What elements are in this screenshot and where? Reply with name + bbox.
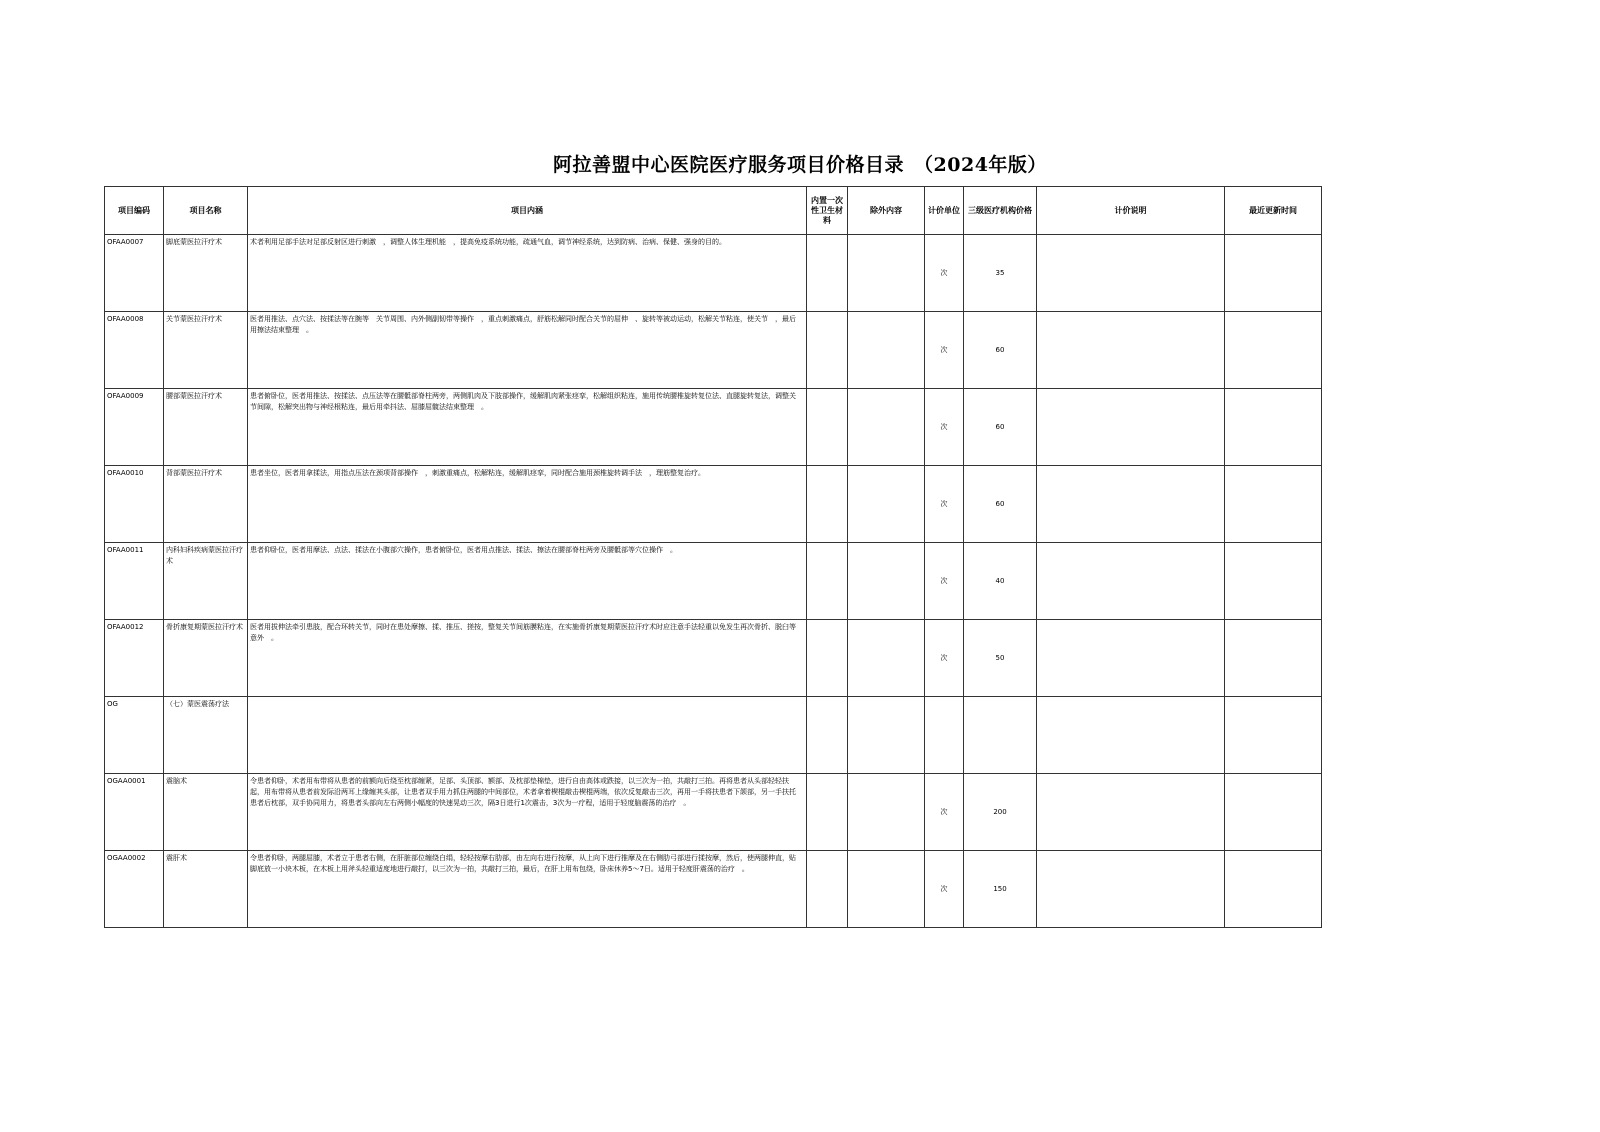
item-material xyxy=(807,851,848,928)
header-note: 计价说明 xyxy=(1037,187,1225,235)
item-code: OFAA0009 xyxy=(105,389,164,466)
table-row xyxy=(105,235,1322,312)
item-updated xyxy=(1225,774,1322,851)
item-price: 150 xyxy=(964,851,1037,928)
item-note xyxy=(1037,312,1225,389)
item-name: 腰部蒙医拉汗疗术 xyxy=(164,389,248,466)
item-material xyxy=(807,774,848,851)
item-note xyxy=(1037,697,1225,774)
item-note xyxy=(1037,620,1225,697)
item-name: 关节蒙医拉汗疗术 xyxy=(164,312,248,389)
item-material xyxy=(807,620,848,697)
item-code: OG xyxy=(105,697,164,774)
item-note xyxy=(1037,774,1225,851)
item-material xyxy=(807,312,848,389)
item-price: 60 xyxy=(964,389,1037,466)
table-row xyxy=(105,620,1322,697)
item-content: 令患者仰卧，两腿屈膝，术者立于患者右侧，在肝脏部位缠绕白绢，轻轻按摩右肋部，由左向右进行按摩，从上向下进行推摩及在右侧肋弓部进行揉按摩，然后，使两腿伸直，贴脚底放一小块木板，在木板上用斧头轻重适度地进行敲打，以三次为一拍，共敲打三拍，最后，在肝上用布包绕，卧床休养5～7日。适用于轻度肝震荡的治疗 。 xyxy=(248,851,807,928)
header-content: 项目内涵 xyxy=(248,187,807,235)
item-price: 40 xyxy=(964,543,1037,620)
item-content: 患者仰卧位，医者用摩法、点法、揉法在小腹部穴操作，患者俯卧位，医者用点推法、揉法、擦法在腰部脊柱两旁及腰骶部等穴位操作 。 xyxy=(248,543,807,620)
item-content: 术者利用足部手法对足部反射区进行刺激 ，调整人体生理机能 ，提高免疫系统功能，疏通气血，调节神经系统，达到防病、治病、保健、强身的目的。 xyxy=(248,235,807,312)
item-code: OFAA0010 xyxy=(105,466,164,543)
item-excluded xyxy=(848,389,925,466)
item-note xyxy=(1037,235,1225,312)
item-price xyxy=(964,697,1037,774)
item-name: 脚底蒙医拉汗疗术 xyxy=(164,235,248,312)
item-excluded xyxy=(848,466,925,543)
item-code: OFAA0007 xyxy=(105,235,164,312)
header-price: 三级医疗机构价格 xyxy=(964,187,1037,235)
item-name: 骨折康复期蒙医拉汗疗术 xyxy=(164,620,248,697)
item-name: 背部蒙医拉汗疗术 xyxy=(164,466,248,543)
item-updated xyxy=(1225,312,1322,389)
item-note xyxy=(1037,466,1225,543)
item-material xyxy=(807,543,848,620)
item-code: OFAA0008 xyxy=(105,312,164,389)
table-row xyxy=(105,312,1322,389)
item-price: 50 xyxy=(964,620,1037,697)
price-catalog-table xyxy=(104,186,1322,928)
item-unit: 次 xyxy=(925,235,964,312)
header-code: 项目编码 xyxy=(105,187,164,235)
page-title: 阿拉善盟中心医院医疗服务项目价格目录 （2024年版） xyxy=(553,154,1047,176)
item-excluded xyxy=(848,543,925,620)
item-content: 令患者仰卧，术者用布带将从患者的前额向后绕至枕部缠紧，足部、头顶部、额部、及枕部垫棉垫，进行自由高体或跌接，以三次为一拍，共敲打三拍。再将患者从头部轻轻扶起，用布带将从患者前发际沿两耳上缘缠其头部，让患者双手用力抓住两腿的中间部位，术者拿着楔棍敲击楔棍两端，依次反复敲击三次，再用一手将扶患者下颌部，另一手扶托患者后枕部，双手协同用力，将患者头部向左右两侧小幅度的快速晃动三次，隔3日进行1次震击，3次为一疗程，适用于轻度脑震荡的治疗 。 xyxy=(248,774,807,851)
item-updated xyxy=(1225,697,1322,774)
item-unit: 次 xyxy=(925,543,964,620)
item-content: 医者用推法、点穴法、按揉法等在腕等 关节周围、内外侧副韧带等操作 ，重点刺激痛点，舒筋松解同时配合关节的屈伸 、旋转等被动运动，松解关节粘连，使关节 ，最后用擦法结束整理 。 xyxy=(248,312,807,389)
item-name: 内科妇科疾病蒙医拉汗疗术 xyxy=(164,543,248,620)
table-row xyxy=(105,389,1322,466)
table-row xyxy=(105,466,1322,543)
item-price: 60 xyxy=(964,466,1037,543)
item-name: 震脑术 xyxy=(164,774,248,851)
item-code: OGAA0002 xyxy=(105,851,164,928)
table-header-row xyxy=(105,187,1322,235)
item-updated xyxy=(1225,543,1322,620)
item-excluded xyxy=(848,235,925,312)
item-content: 医者用拔伸法牵引患肢，配合环转关节，同时在患处摩擦、揉、推压、搓按，整复关节间筋膜粘连，在实施骨折康复期蒙医拉汗疗术时应注意手法轻重以免发生再次骨折、脱臼等意外 。 xyxy=(248,620,807,697)
item-material xyxy=(807,466,848,543)
item-material xyxy=(807,697,848,774)
item-content xyxy=(248,697,807,774)
header-name: 项目名称 xyxy=(164,187,248,235)
item-updated xyxy=(1225,466,1322,543)
item-excluded xyxy=(848,697,925,774)
item-price: 200 xyxy=(964,774,1037,851)
item-code: OFAA0012 xyxy=(105,620,164,697)
item-price: 60 xyxy=(964,312,1037,389)
table-row xyxy=(105,543,1322,620)
item-unit: 次 xyxy=(925,620,964,697)
item-unit: 次 xyxy=(925,312,964,389)
item-code: OGAA0001 xyxy=(105,774,164,851)
item-price: 35 xyxy=(964,235,1037,312)
item-updated xyxy=(1225,389,1322,466)
item-code: OFAA0011 xyxy=(105,543,164,620)
table-row xyxy=(105,697,1322,774)
item-content: 患者俯卧位，医者用推法、按揉法、点压法等在腰骶部脊柱两旁，两侧肌肉及下肢部操作，缓解肌肉紧张痉挛，松解组织粘连，施用传统腰椎旋转复位法、直腿旋转复法，调整关节间隙，松解突出物与神经根粘连，最后用牵抖法、屈膝屈髋法结束整理 。 xyxy=(248,389,807,466)
header-unit: 计价单位 xyxy=(925,187,964,235)
item-note xyxy=(1037,389,1225,466)
item-updated xyxy=(1225,620,1322,697)
header-material: 内置一次性卫生材料 xyxy=(807,187,848,235)
item-excluded xyxy=(848,620,925,697)
item-content: 患者坐位，医者用拿揉法，用指点压法在颈项背部操作 ，刺激重痛点，松解粘连，缓解肌痉挛，同时配合施用颈椎旋转调手法 ，理筋整复治疗。 xyxy=(248,466,807,543)
item-unit: 次 xyxy=(925,466,964,543)
item-material xyxy=(807,235,848,312)
table-row xyxy=(105,851,1322,928)
item-unit: 次 xyxy=(925,389,964,466)
item-name: （七）蒙医震荡疗法 xyxy=(164,697,248,774)
item-name: 震肝术 xyxy=(164,851,248,928)
table-body xyxy=(105,235,1322,928)
item-excluded xyxy=(848,312,925,389)
item-excluded xyxy=(848,774,925,851)
item-unit xyxy=(925,697,964,774)
table-row xyxy=(105,774,1322,851)
item-note xyxy=(1037,851,1225,928)
item-note xyxy=(1037,543,1225,620)
item-updated xyxy=(1225,235,1322,312)
item-updated xyxy=(1225,851,1322,928)
item-unit: 次 xyxy=(925,774,964,851)
header-excluded: 除外内容 xyxy=(848,187,925,235)
header-updated: 最近更新时间 xyxy=(1225,187,1322,235)
item-material xyxy=(807,389,848,466)
item-unit: 次 xyxy=(925,851,964,928)
item-excluded xyxy=(848,851,925,928)
